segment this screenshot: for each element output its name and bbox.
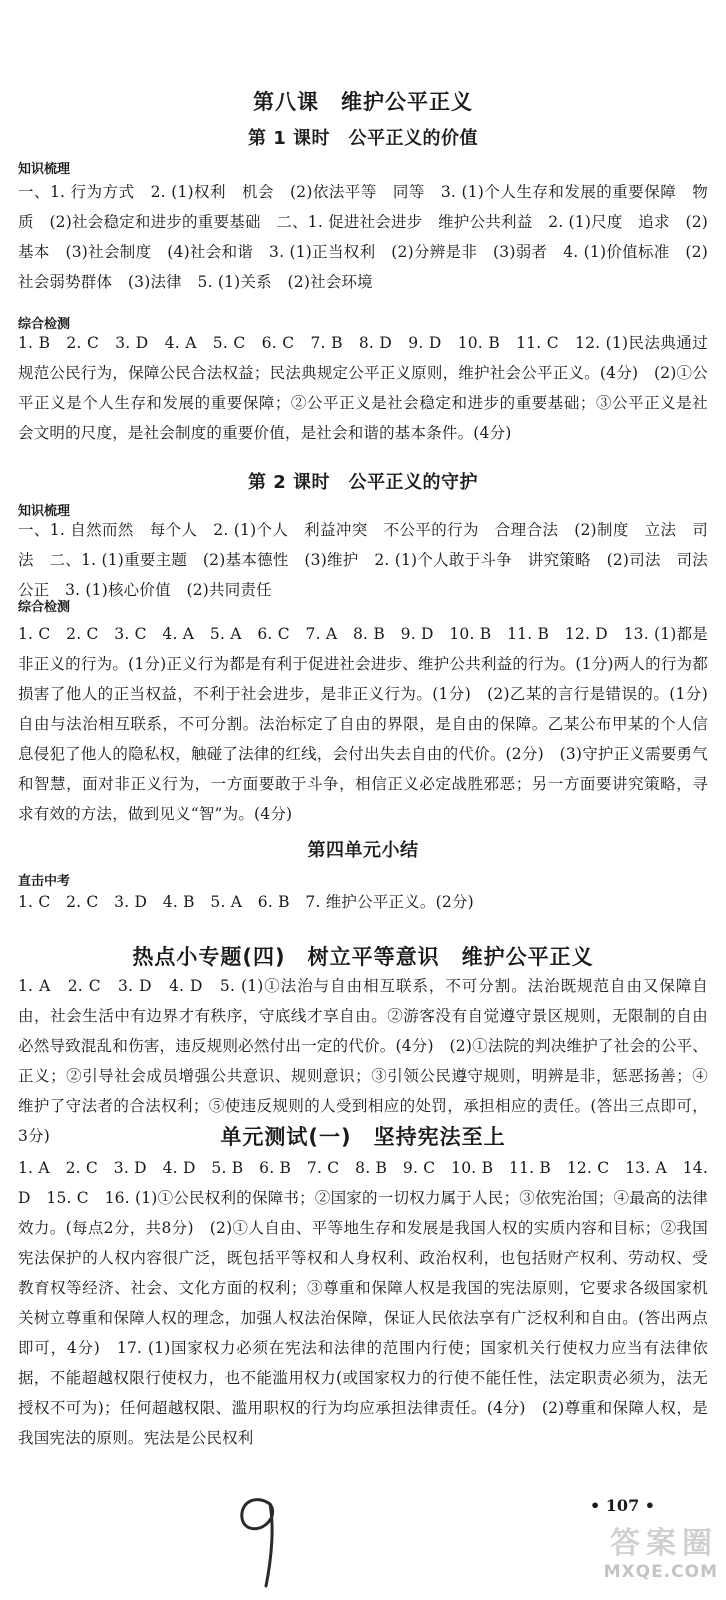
knowledge-review-label: 知识梳理 [18, 162, 71, 177]
lesson-1-title: 第 1 课时 公平正义的价值 [247, 128, 479, 149]
lesson-1-review-text: 一、1. 行为方式 2. (1)权利 机会 (2)依法平等 同等 3. (1)个人生存和发展的重要保障 物质 (2)社会稳定和进步的重要基础 二、1. 促进社会进步 维护公共利益 2. (1)尺度 追求 (2)基本 (3)社会制度 (4)社会和谐 3. (1)正当权利 (2)分辨是非 (3)弱者 4. (1)价值标准 (2)社会弱势群体 (3)法律 5. (1)关系 (2)社会环境 [18, 183, 708, 291]
hot-topic-title: 热点小专题(四) 树立平等意识 维护公平正义 [132, 945, 594, 969]
unit-4-summary-title: 第四单元小结 [307, 840, 419, 861]
unit-test-1-answers: 1. A 2. C 3. D 4. D 5. B 6. B 7. C 8. B 9. C 10. B 11. B 12. C 13. A 14. D 15. C 16. (1)①公民权利的保障书；②国家的一切权力属于人民；③依宪治国；④最高的法律效力。(每点2分，共8分) (2)①人自由、平等地生存和发展是我国人权的实质内容和目标；②我国宪法保护的人权内容很广泛，既包括平等权和人身权利、政治权利，也包括财产权利、劳动权、受教育权等经济、社会、文化方面的权利；③尊重和保障人权是我国的宪法原则，它要求各级国家机关树立尊重和保障人权的理念，加强人权法治保障，保证人民依法享有广泛权利和自由。(答出两点即可，4分) 17. (1)国家权力必须在宪法和法律的范围内行使；国家机关行使权力应当有法律依据，不能超越权限行使权力，也不能滥用权力(或国家权力的行使不能任性，法定职责必须为，法无授权不可为)；任何超越权限、滥用职权的行为均应承担法律责任。(4分) (2)尊重和保障人权，是我国宪法的原则。宪法是公民权利 [18, 1159, 708, 1447]
comprehensive-test-label: 综合检测 [18, 317, 71, 332]
page-number: • 107 • [590, 1496, 655, 1515]
comprehensive-test-label: 综合检测 [18, 600, 71, 615]
hot-topic-answers: 1. A 2. C 3. D 4. D 5. (1)①法治与自由相互联系，不可分割。法治既规范自由又保障自由，社会生活中有边界才有秩序，守底线才享自由。②游客没有自觉遵守景区规则，无限制的自由必然导致混乱和伤害，违反规则必然付出一定的代价。(4分) (2)①法院的判决维护了社会的公平、正义；②引导社会成员增强公共意识、规则意识；③引领公民遵守规则，明辨是非，惩恶扬善；④维护了守法者的合法权利；⑤使违反规则的人受到相应的处罚，承担相应的责任。(答出三点即可，3分) [18, 977, 708, 1145]
watermark-url: MXQE.COM [603, 1562, 718, 1582]
lesson-2-title: 第 2 课时 公平正义的守护 [247, 472, 479, 493]
unit-4-summary-answers: 1. C 2. C 3. D 4. B 5. A 6. B 7. 维护公平正义。(2分) [18, 893, 474, 911]
watermark-title: 答案圈 [610, 1526, 718, 1561]
handwritten-nine-mark [228, 1486, 298, 1596]
lesson-1-test-answers: 1. B 2. C 3. D 4. A 5. C 6. C 7. B 8. D 9. D 10. B 11. C 12. (1)民法典通过规范公民行为，保障公民合法权益；民法典规定公平正义原则，维护社会公平正义。(4分) (2)①公平正义是个人生存和发展的重要保障；②公平正义是社会稳定和进步的重要基础；③公平正义是社会文明的尺度，是社会制度的重要价值，是社会和谐的基本条件。(4分) [18, 334, 708, 442]
lesson-2-test-answers: 1. C 2. C 3. C 4. A 5. A 6. C 7. A 8. B 9. D 10. B 11. B 12. D 13. (1)都是非正义的行为。(1分)正义行为都是有利于促进社会进步、维护公共利益的行为。(1分)两人的行为都损害了他人的正当权益，不利于社会进步，是非正义行为。(1分) (2)乙某的言行是错误的。(1分)自由与法治相互联系，不可分割。法治标定了自由的界限，是自由的保障。乙某公布甲某的个人信息侵犯了他人的隐私权，触碰了法律的红线，会付出失去自由的代价。(2分) (3)守护正义需要勇气和智慧，面对非正义行为，一方面要敢于斗争，相信正义必定战胜邪恶；另一方面要讲究策略，寻求有效的方法，做到见义“智”为。(4分) [18, 625, 708, 823]
lesson-2-review-text: 一、1. 自然而然 每个人 2. (1)个人 利益冲突 不公平的行为 合理合法 (2)制度 立法 司法 二、1. (1)重要主题 (2)基本德性 (3)维护 2. (1)个人敢于斗争 讲究策略 (2)司法 司法公正 3. (1)核心价值 (2)共同责任 [18, 521, 708, 599]
lesson-8-title: 第八课 维护公平正义 [253, 90, 473, 114]
knowledge-review-label: 知识梳理 [18, 504, 71, 519]
watermark-logo [604, 1518, 718, 1582]
exam-practice-label: 直击中考 [18, 874, 71, 889]
unit-test-1-title: 单元测试(一) 坚持宪法至上 [220, 1125, 506, 1149]
